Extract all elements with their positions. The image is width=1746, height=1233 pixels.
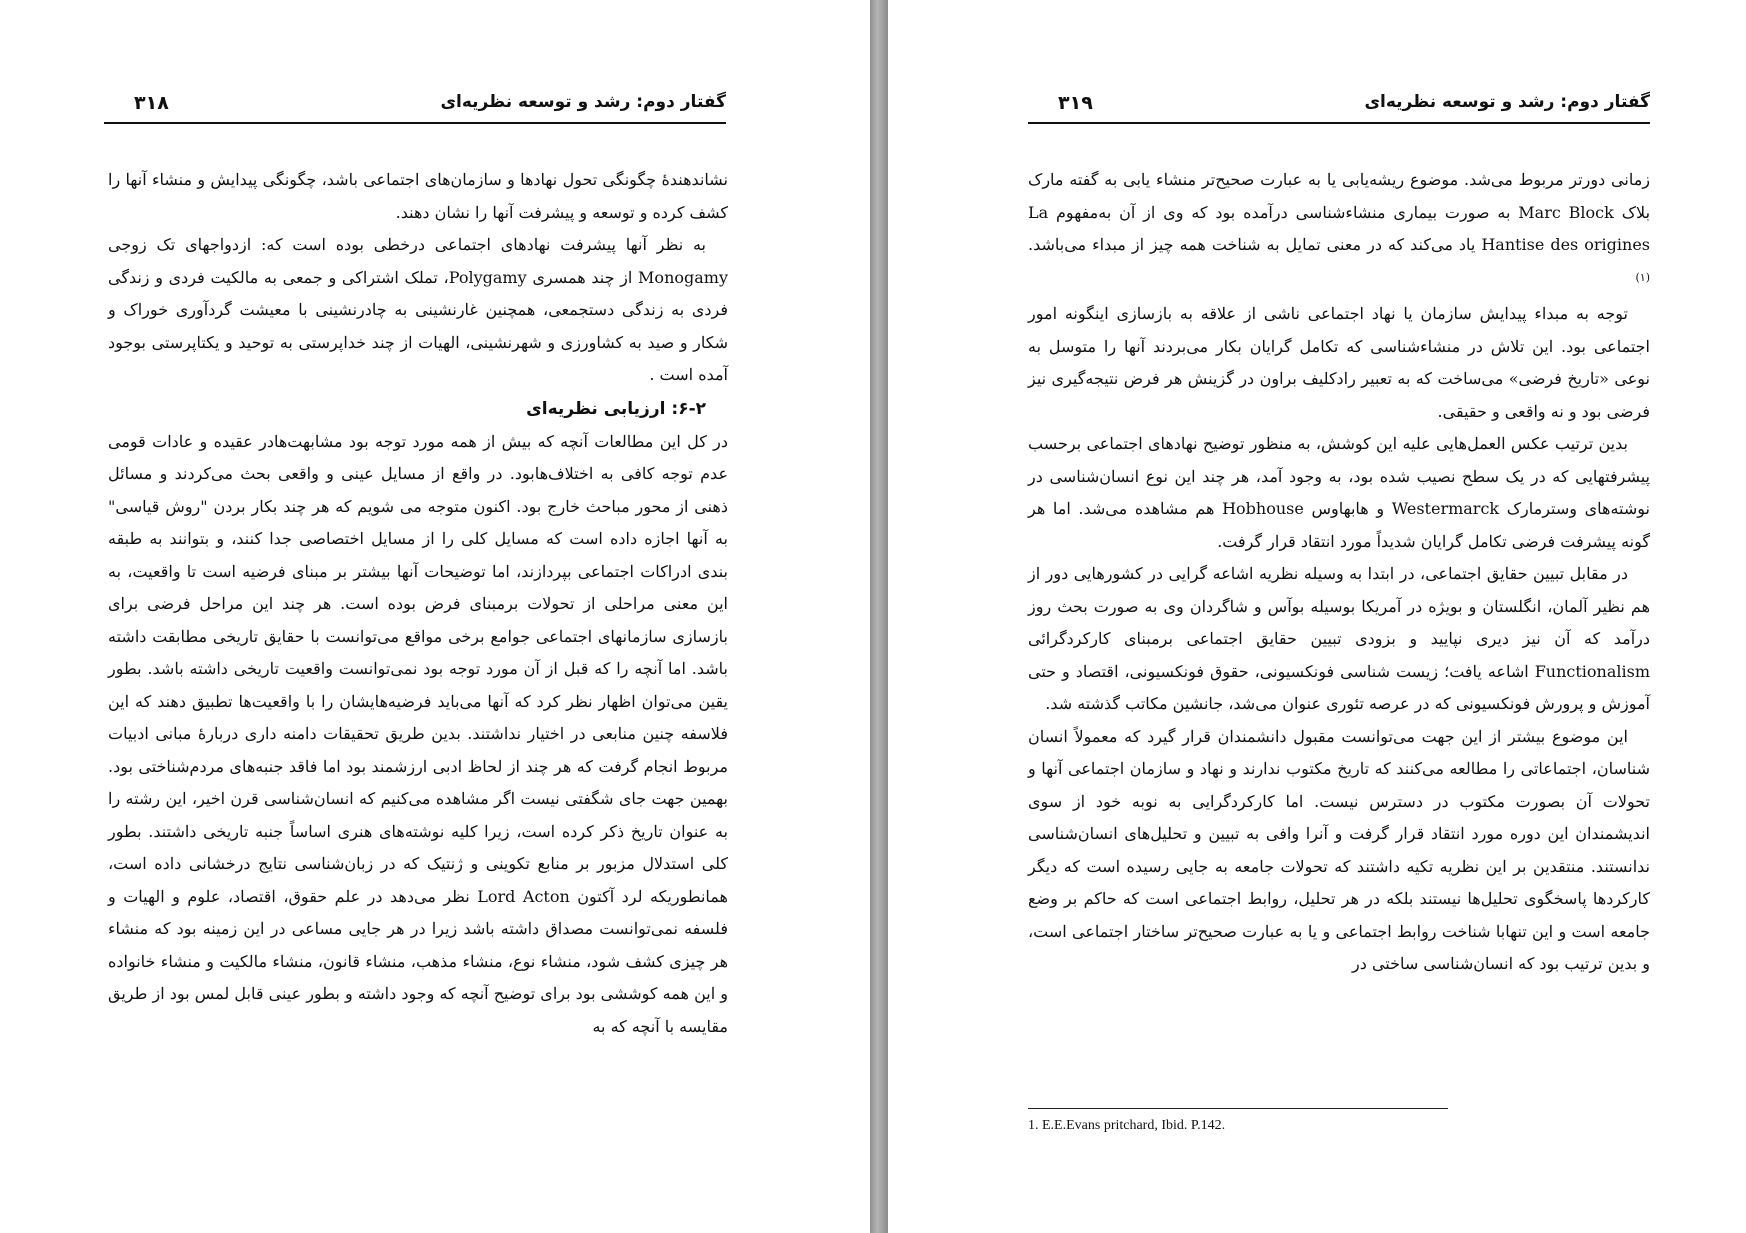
book-gutter	[870, 0, 888, 1233]
paragraph	[1028, 164, 1650, 298]
footnote: 1. E.E.Evans pritchard, Ibid. P.142.	[1028, 1118, 1226, 1133]
left-page	[0, 0, 870, 1233]
paragraph: در کل این مطالعات آنچه که بیش از همه مورد توجه بود مشابهت‌هادر عقیده و عادات قومی عدم توجه کافی به اختلاف‌هابود. در واقع از مسایل عینی و واقعی بحث می‌کردند و مسائل ذهنی از محور مباحث خارج بود. اکنون متوجه می شویم که هر چند بکار بردن "روش قیاسی" به آنها اجازه داده است که مسایل کلی را از مسایل اختصاصی جدا کنند، و بتوانند به طبقه بندی ادراکات اجتماعی بپردازند، اما توضیحات آنها بیشتر بر مبنای فرضیه است تا واقعیت، به این معنی مراحلی از تحولات برمبنای فرض بوده است. هر چند این مراحل فرضی برای بازسازی سازمانهای اجتماعی جوامع برخی مواقع می‌توانست با حقایق تاریخی مطابقت داشته باشد. اما آنچه را که قبل از آن مورد توجه بود نمی‌توانست واقعیت تاریخی داشته باشد. بطور یقین می‌توان اظهار نظر کرد که آنها می‌باید فرضیه‌هایشان را با واقعیت‌ها تطبیق دهند که این فلاسفه چنین منابعی در اختیار نداشتند. بدین طریق تحقیقات دامنه داری دربارهٔ مبانی ادبیات مربوط انجام گرفت که هر چند از لحاظ ادبی ارزشمند بود اما فاقد جنبه‌های مردم‌شناختی بود. بهمین جهت جای شگفتی نیست اگر مشاهده می‌کنیم که انسان‌شناسی قرن اخیر، این رشته را به عنوان تاریخ ذکر کرده است، زیرا کلیه نوشته‌های هنری اساساً جنبه تاریخی داشتند. بطور کلی استدلال مزبور بر منابع تکوینی و ژنتیک که در زبان‌شناسی نتایج درخشانی داده است، همانطوریکه لرد آکتون Lord Acton نظر می‌دهد در علم حقوق، اقتصاد، علوم و الهیات و فلسفه نمی‌توانست مصداق داشته باشد زیرا در هر جایی مساعی در این زمینه بود که منشاء هر چیزی کشف شود، منشاء نوع، منشاء مذهب، منشاء قانون، منشاء مالکیت و منشاء خانواده و این همه کوششی بود برای توضیح آنچه که وجود داشته و بطور عینی قابل لمس بود از طریق مقایسه با آنچه که به	[108, 431, 729, 1036]
running-title: گفتار دوم: رشد و توسعه نظریه‌ای	[440, 92, 726, 112]
paragraph: این موضوع بیشتر از این جهت می‌توانست مقبول دانشمندان قرار گیرد که معمولاً انسان شناسان، اجتماعاتی را مطالعه می‌کنند که تاریخ مکتوب ندارند و نهاد و سازمان اجتماعی آنها و تحولات آن بصورت مکتوب در دسترس نیست. اما کارکردگرایی به نوبه خود از سوی اندیشمندان این دوره مورد انتقاد قرار گرفت و آنرا وافی به تبیین و تحلیل‌های انسان‌شناسی ندانستند. منتقدین بر این نظریه تکیه داشتند که تحولات جامعه به جایی رسیده است که دیگر کارکردها پاسخگوی تحلیل‌ها نیستند بلکه در هر تحلیل، روابط اجتماعی است که حاکم بر وضع جامعه است و این تنهابا شناخت روابط اجتماعی و یا به عبارت صحیح‌تر ساختار اجتماعی است، و بدین ترتیب بود که انسان‌شناسی ساختی در	[1028, 726, 1651, 974]
page-number: ۳۱۸	[134, 92, 169, 114]
paragraph: بدین ترتیب عکس العمل‌هایی علیه این کوشش، به منظور توضیح نهادهای اجتماعی برحسب پیشرفتهایی که در یک سطح نصیب شده بود، به وجود آمد، هر چند این نوع انسان‌شناسی در نوشته‌های وسترمارک Westermarck و هابهاوس Hobhouse هم مشاهده می‌شد. اما هر گونه پیشرفت فرضی تکامل گرایان شدیداً مورد انتقاد قرار گرفت.	[1028, 434, 1651, 551]
page-body	[1028, 164, 1650, 981]
paragraph: نشاندهندهٔ چگونگی تحول نهادها و سازمان‌های اجتماعی باشد، چگونگی پیدایش و منشاء آنها را کشف کرده و توسعه و پیشرفت آنها را نشان دهند.	[108, 170, 728, 222]
paragraph: به نظر آنها پیشرفت نهادهای اجتماعی درخطی بوده است که: ازدواجهای تک زوجی Monogamy از چند همسری Polygamy، تملک اشتراکی و جمعی به مالکیت فردی و زندگی فردی به زندگی دستجمعی، همچنین غارنشینی به چادرنشینی با معیشت گردآوری خوراک و شکار و صید به کشاورزی و شهرنشینی، الهیات از چند خداپرستی به توحید و یکتاپرستی بوجود آمده است .	[108, 235, 728, 384]
section-heading: ۶-۲: ارزیابی نظریه‌ای	[526, 398, 706, 419]
paragraph: توجه به مبداء پیدایش سازمان یا نهاد اجتماعی ناشی از علاقه به بازسازی اینگونه امور اجتماعی بود. این تلاش در منشاءشناسی که تکامل گرایان بکار می‌بردند آنها را متوسل به نوعی «تاریخ فرضی» می‌ساخت که به تعبیر رادکلیف براون در گزینش هر فرض نتیجه‌گیری نیز فرضی بود و نه واقعی و حقیقی.	[1028, 304, 1650, 421]
running-title: گفتار دوم: رشد و توسعه نظریه‌ای	[1364, 92, 1650, 112]
page-body	[108, 164, 728, 1043]
paragraph: در مقابل تبیین حقایق اجتماعی، در ابتدا به وسیله نظریه اشاعه گرایی در کشورهایی دور از هم نظیر آلمان، انگلستان و بویژه در آمریکا بوسیله بوآس و شاگردان وی به صورت بحث روز درآمد که آن نیز دیری نپایید و بزودی تبیین حقایق اجتماعی برمبنای کارکردگرائی Functionalism اشاعه یافت؛ زیست شناسی فونکسیونی، حقوق فونکسیونی، اقتصاد و حتی آموزش و پرورش فونکسیونی که در عرصه تئوری عنوان می‌شد، جانشین مکاتب گذشته شد.	[1028, 564, 1650, 714]
page-header	[1028, 92, 1650, 124]
footnote-marker: (۱)	[1635, 270, 1650, 284]
page-header	[104, 92, 726, 124]
page-number: ۳۱۹	[1058, 92, 1093, 114]
footnote-rule	[1028, 1108, 1448, 1109]
right-page	[888, 0, 1746, 1233]
paragraph-text: زمانی دورتر مربوط می‌شد. موضوع ریشه‌یابی یا به عبارت صحیح‌تر منشاء یابی به گفته مارک بلاک Marc Block به صورت بیماری منشاءشناسی درآمده بود که وی از آن به‌مفهوم La Hantise des origines یاد می‌کند که در معنی تمایل به شناخت همه چیز از مبداء می‌باشد.	[1028, 170, 1651, 254]
